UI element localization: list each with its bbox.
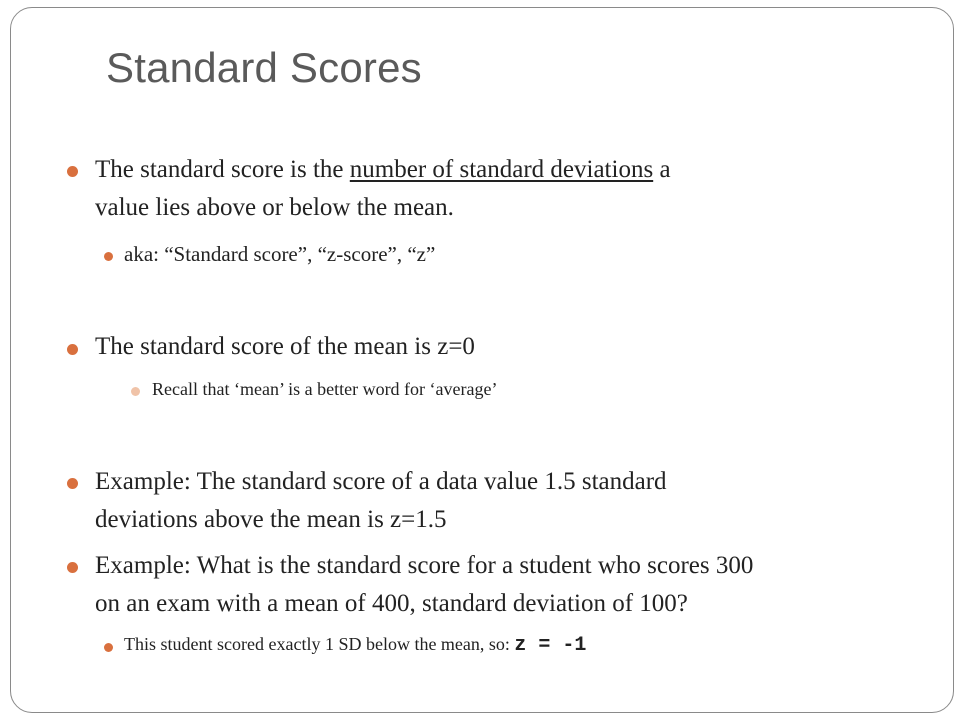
bullet-1-text-pre: The standard score is the [95,156,350,183]
bullet-dot [67,562,78,573]
bullet-1-line-2: value lies above or below the mean. [95,194,454,221]
bullet-2-sub: Recall that ‘mean’ is a better word for ‘average’ [152,379,498,399]
sub-bullet-dot [104,643,113,652]
bullet-1-underlined-phrase: number of standard deviations [349,156,654,183]
bullet-4-sub-text: This student scored exactly 1 SD below the mean, so: [124,634,515,654]
bullet-dot [67,478,78,489]
bullet-2-line: The standard score of the mean is z=0 [95,333,475,360]
bullet-4-line-2: on an exam with a mean of 400, standard deviation of 100? [95,590,688,617]
slide-title: Standard Scores [106,44,422,91]
sub-bullet-dot [131,387,140,396]
bullet-4-sub [124,634,586,657]
bullet-1-text-post: a [653,156,671,183]
bullet-1-sub: aka: “Standard score”, “z-score”, “z” [124,242,436,266]
bullet-1-line-1 [95,156,671,184]
bullet-3-line-1: Example: The standard score of a data value 1.5 standard [95,468,667,495]
bullet-dot [67,344,78,355]
bullet-4-line-1: Example: What is the standard score for a student who scores 300 [95,552,754,579]
answer-code: z = -1 [514,634,587,657]
bullet-3-line-2: deviations above the mean is z=1.5 [95,506,447,533]
sub-bullet-dot [104,252,113,261]
bullet-dot [67,166,78,177]
